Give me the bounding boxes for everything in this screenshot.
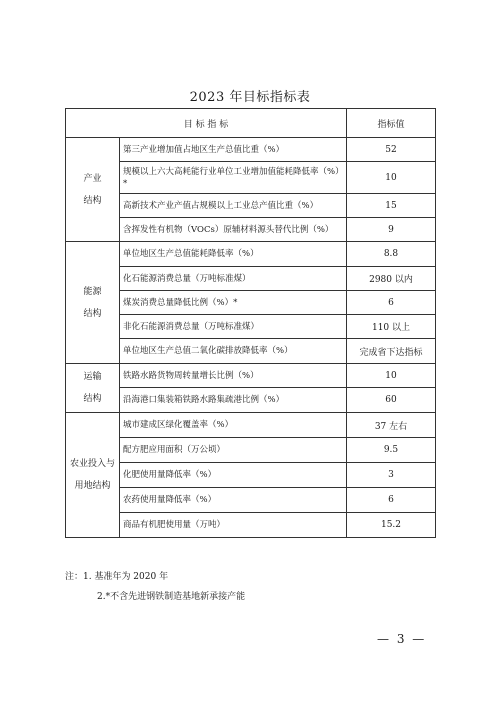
value-cell: 37 左右 — [347, 413, 436, 438]
indicator-cell: 配方肥应用面积（万公顷） — [120, 438, 347, 463]
value-cell: 9 — [347, 218, 436, 242]
table-row — [66, 438, 436, 463]
table-row — [66, 339, 436, 364]
value-cell: 15.2 — [347, 513, 436, 538]
value-cell: 15 — [347, 194, 436, 218]
group-label-line: 用地结构 — [74, 481, 111, 491]
value-cell: 10 — [347, 364, 436, 388]
group-label-line: 产业 — [83, 173, 102, 184]
table-row — [66, 194, 436, 218]
group-label-line: 运输 — [83, 372, 102, 382]
value-cell: 2980 以内 — [347, 267, 436, 291]
table-row — [66, 413, 436, 438]
group-label — [66, 413, 120, 538]
page-number: — 3 — — [377, 632, 427, 646]
group-label-line: 结构 — [83, 195, 102, 206]
table-body — [66, 138, 436, 538]
group-label — [66, 242, 120, 364]
value-cell: 6 — [347, 291, 436, 315]
indicator-cell: 高新技术产业产值占规模以上工业总产值比重（%） — [120, 194, 347, 218]
indicator-cell: 沿海港口集装箱铁路水路集疏港比例（%） — [120, 388, 347, 413]
group-label — [66, 138, 120, 242]
value-cell: 6 — [347, 488, 436, 513]
value-cell: 完成省下达指标 — [347, 339, 436, 364]
indicator-cell: 商品有机肥使用量（万吨） — [120, 513, 347, 538]
value-cell: 52 — [347, 138, 436, 162]
header-value: 指标值 — [347, 109, 436, 138]
table-row — [66, 218, 436, 242]
table-row — [66, 242, 436, 267]
value-cell: 60 — [347, 388, 436, 413]
indicator-cell: 单位地区生产总值二氧化碳排放降低率（%） — [120, 339, 347, 364]
indicator-cell: 农药使用量降低率（%） — [120, 488, 347, 513]
note-1: 注：1. 基准年为 2020 年 — [65, 572, 169, 582]
table-row — [66, 162, 436, 194]
note-2: 2.*不含先进钢铁制造基地新承接产能 — [97, 592, 246, 602]
table-title: 2023 年目标指标表 — [189, 90, 311, 105]
indicator-cell: 含挥发性有机物（VOCs）原辅材料源头替代比例（%） — [120, 218, 347, 242]
value-cell: 9.5 — [347, 438, 436, 463]
indicator-cell: 煤炭消费总量降低比例（%）* — [120, 291, 347, 315]
table-header-row — [66, 109, 436, 138]
group-label-line: 结构 — [83, 394, 102, 404]
table-row — [66, 291, 436, 315]
target-indicators-table — [65, 108, 436, 538]
table-row — [66, 315, 436, 339]
notes — [65, 567, 245, 607]
value-cell: 110 以上 — [347, 315, 436, 339]
table-row — [66, 513, 436, 538]
table-row — [66, 388, 436, 413]
indicator-cell: 规模以上六大高耗能行业单位工业增加值能耗降低率（%）* — [120, 162, 347, 194]
indicator-cell: 单位地区生产总值能耗降低率（%） — [120, 242, 347, 267]
indicator-cell: 铁路水路货物周转量增长比例（%） — [120, 364, 347, 388]
indicator-cell: 化石能源消费总量（万吨标准煤） — [120, 267, 347, 291]
group-label — [66, 364, 120, 413]
table-row — [66, 364, 436, 388]
value-cell: 3 — [347, 463, 436, 488]
indicator-cell: 非化石能源消费总量（万吨标准煤） — [120, 315, 347, 339]
table-row — [66, 267, 436, 291]
table-row — [66, 488, 436, 513]
value-cell: 8.8 — [347, 242, 436, 267]
indicator-cell: 化肥使用量降低率（%） — [120, 463, 347, 488]
table-row — [66, 138, 436, 162]
indicator-cell: 城市建成区绿化覆盖率（%） — [120, 413, 347, 438]
header-indicator: 目 标 指 标 — [66, 109, 347, 138]
table-row — [66, 463, 436, 488]
value-cell: 10 — [347, 162, 436, 194]
group-label-line: 能源 — [83, 286, 102, 297]
group-label-line: 农业投入与 — [69, 459, 115, 469]
group-label-line: 结构 — [83, 308, 102, 319]
indicator-cell: 第三产业增加值占地区生产总值比重（%） — [120, 138, 347, 162]
